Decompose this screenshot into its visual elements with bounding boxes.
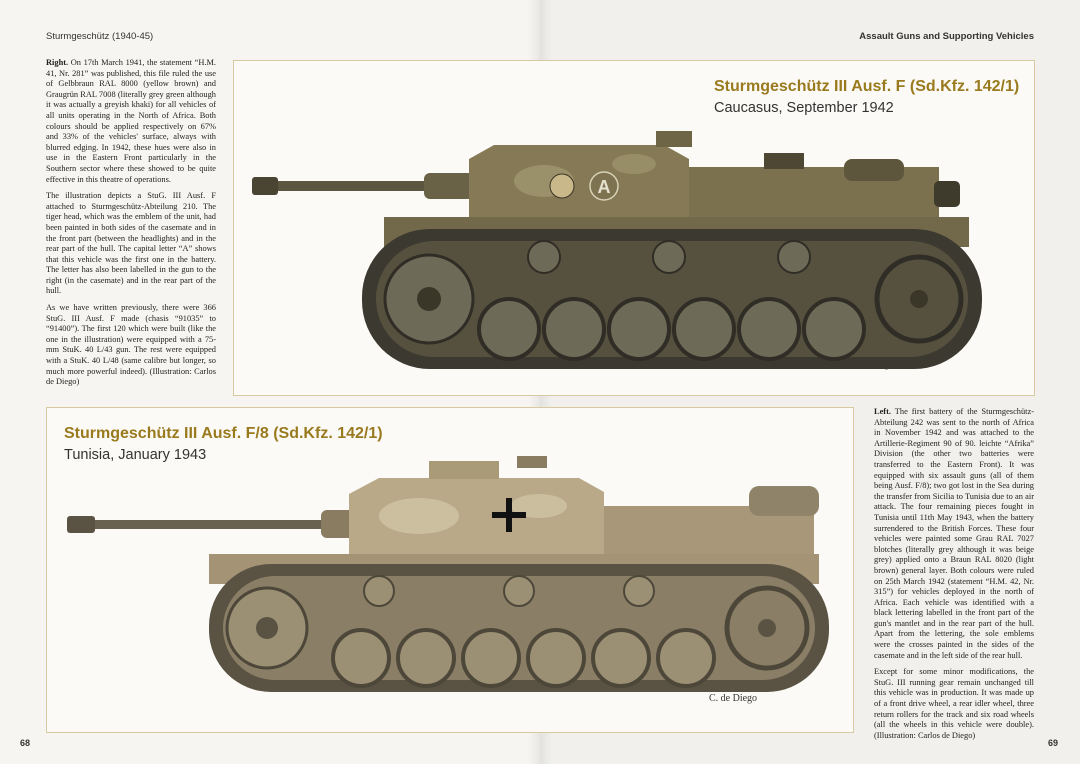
stug-f8-return-roller-2 (504, 576, 534, 606)
stug-f-drive-hub (417, 287, 441, 311)
page-number-right: 69 (1047, 738, 1058, 748)
stug-f8-muzzle-brake (67, 516, 95, 533)
stug-f8-camo-patch (379, 498, 459, 534)
stug-f8-gun-barrel (79, 520, 329, 529)
stug-f-mantlet (424, 173, 474, 199)
stug-f-road-wheel-4 (674, 299, 734, 359)
stug-f8-road-wheel-6 (658, 630, 714, 686)
stug-f-illustration (244, 119, 1004, 379)
tiger-head-emblem (550, 174, 574, 198)
stug-f8-hatch (517, 456, 547, 468)
stug-f-muzzle-brake (252, 177, 278, 195)
stug-f-return-roller-2 (653, 241, 685, 273)
right-p1-text: The first battery of the Sturmgeschütz-Abteilung 242 was sent to the north of Africa in November 1942 and was attached to the Artillerie-Regiment 90 of 90. leichte “Afrika” Division (the other two batteries were transferred to the Eastern Front). It was equipped with six assault guns (all of them being Ausf. F/8); two got lost in the Sea during the transfer from Sicilia to Tunisia due to an air attack. The four remaining pieces fought in Tunisia until 11th May 1943, when the battery surrendered to the British Forces. These four vehicles were painted some Grau RAL 7027 blotches (literally grey although it was beige grey) applied onto a Braun RAL 8020 (light brown) general layer. Both colours were ruled on 25th March 1942 (statement “H.M. 42, Nr. 315”) for vehicles deployed in the north of Africa. Each vehicle was identified with a black lettering labelled in the front part of the gun's mantlet and in the rear part of the hull. Apart from the lettering, the sole emblems were the crosses painted in the sides of the casemate and in the left side of the rear hull. (874, 407, 1034, 660)
stug-f8-road-wheel-5 (593, 630, 649, 686)
stug-f8-idler-hub (758, 619, 776, 637)
plate-bottom-credit: C. de Diego (709, 693, 758, 704)
left-lead: Right. (46, 58, 69, 67)
stug-f8-road-wheel-3 (463, 630, 519, 686)
stug-f8-cupola (429, 461, 499, 479)
stug-f-road-wheel-5 (739, 299, 799, 359)
right-text-column (874, 407, 1034, 747)
right-lead: Left. (874, 407, 891, 416)
plate-bottom-frame (46, 407, 854, 733)
stug-f-camo-patch-2 (612, 154, 656, 174)
stug-f-idler-hub (910, 290, 928, 308)
stug-f-spare-tracks (844, 159, 904, 181)
stug-f8-illustration (59, 456, 839, 696)
plate-top-title: Sturmgeschütz III Ausf. F (Sd.Kfz. 142/1) (714, 78, 1020, 95)
stug-f-gun-barrel (264, 181, 434, 191)
plate-bottom-subtitle: Tunisia, January 1943 (64, 447, 207, 463)
stug-f-return-roller-1 (528, 241, 560, 273)
stug-f8-road-wheel-2 (398, 630, 454, 686)
running-header-left: Sturmgeschütz (1940-45) (46, 31, 154, 42)
battery-letter: A (597, 177, 611, 197)
left-paragraph-3: As we have written previously, there were 366 StuG. III Ausf. F made (chasis “91035” to “91400”). The first 120 which were built (like the one in the illustration) were equipped with a 75-mm StuK. 40 L/43 gun. The rest were equipped with a StuK. 40 L/48 (same calibre but longer, so much more powerful indeed). (Illustration: Carlos de Diego) (46, 303, 216, 387)
balkenkreuz-horizontal (492, 512, 526, 518)
plate-top-subtitle: Caucasus, September 1942 (714, 100, 894, 116)
stug-f8-road-wheel-1 (333, 630, 389, 686)
plate-top-frame (233, 60, 1035, 396)
running-header-right: Assault Guns and Supporting Vehicles (859, 31, 1034, 42)
stug-f-road-wheel-3 (609, 299, 669, 359)
left-p1-text: On 17th March 1941, the statement “H.M. 41, Nr. 281” was published, this file ruled the use of Gelbbraun RAL 8000 (yellow brown) and Graugrün RAL 7008 (literally grey green although it was actually a greyish khaki) for all vehicles of all units operating in the North of Africa. Both colours should be applied respectively on 67% and 33% of the vehicles' surface, always with blurred edging. In 1942, these hues were also in use in the Eastern Front particularly in the Southern sector where these showed to be quite effective in this theatre of operations. (46, 58, 216, 184)
stug-f8-return-roller-3 (624, 576, 654, 606)
right-paragraph-1 (874, 407, 1034, 661)
left-text-column (46, 58, 216, 394)
right-paragraph-2: Except for some minor modifications, the StuG. III running gear remain unchanged till this vehicle was in production. It was made up of a front drive wheel, a rear idler wheel, three return rollers for the track and six road wheels (all the wheels in this vehicle were double). (Illustration: Carlos de Diego) (874, 667, 1034, 740)
page-number-left: 68 (20, 738, 31, 748)
stug-f-jerrycan (934, 181, 960, 207)
stug-f8-drive-hub (256, 617, 278, 639)
stug-f8-road-wheel-4 (528, 630, 584, 686)
plate-bottom-title: Sturmgeschütz III Ausf. F/8 (Sd.Kfz. 142/1) (64, 425, 383, 442)
stug-f-stowage-box (764, 153, 804, 169)
stug-f8-spare-wheels (749, 486, 819, 516)
stug-f-road-wheel-6 (804, 299, 864, 359)
stug-f-road-wheel-2 (544, 299, 604, 359)
left-paragraph-2: The illustration depicts a StuG. III Ausf. F attached to Sturmgeschütz-Abteilung 210. The tiger head, which was the emblem of the unit, had been painted in both sides of the casemate and in the front part (between the headlights) and in the rear part of the hull. The capital letter “A” shows that this vehicle was the first one in the battery. The letter has also been labelled in the gun to the right (in the casemate) and in the rear part of the hull. (46, 191, 216, 296)
stug-f-return-roller-3 (778, 241, 810, 273)
stug-f-cupola (656, 131, 692, 147)
left-paragraph-1 (46, 58, 216, 185)
stug-f-casemate (469, 145, 689, 219)
stug-f8-return-roller-1 (364, 576, 394, 606)
stug-f-road-wheel-1 (479, 299, 539, 359)
